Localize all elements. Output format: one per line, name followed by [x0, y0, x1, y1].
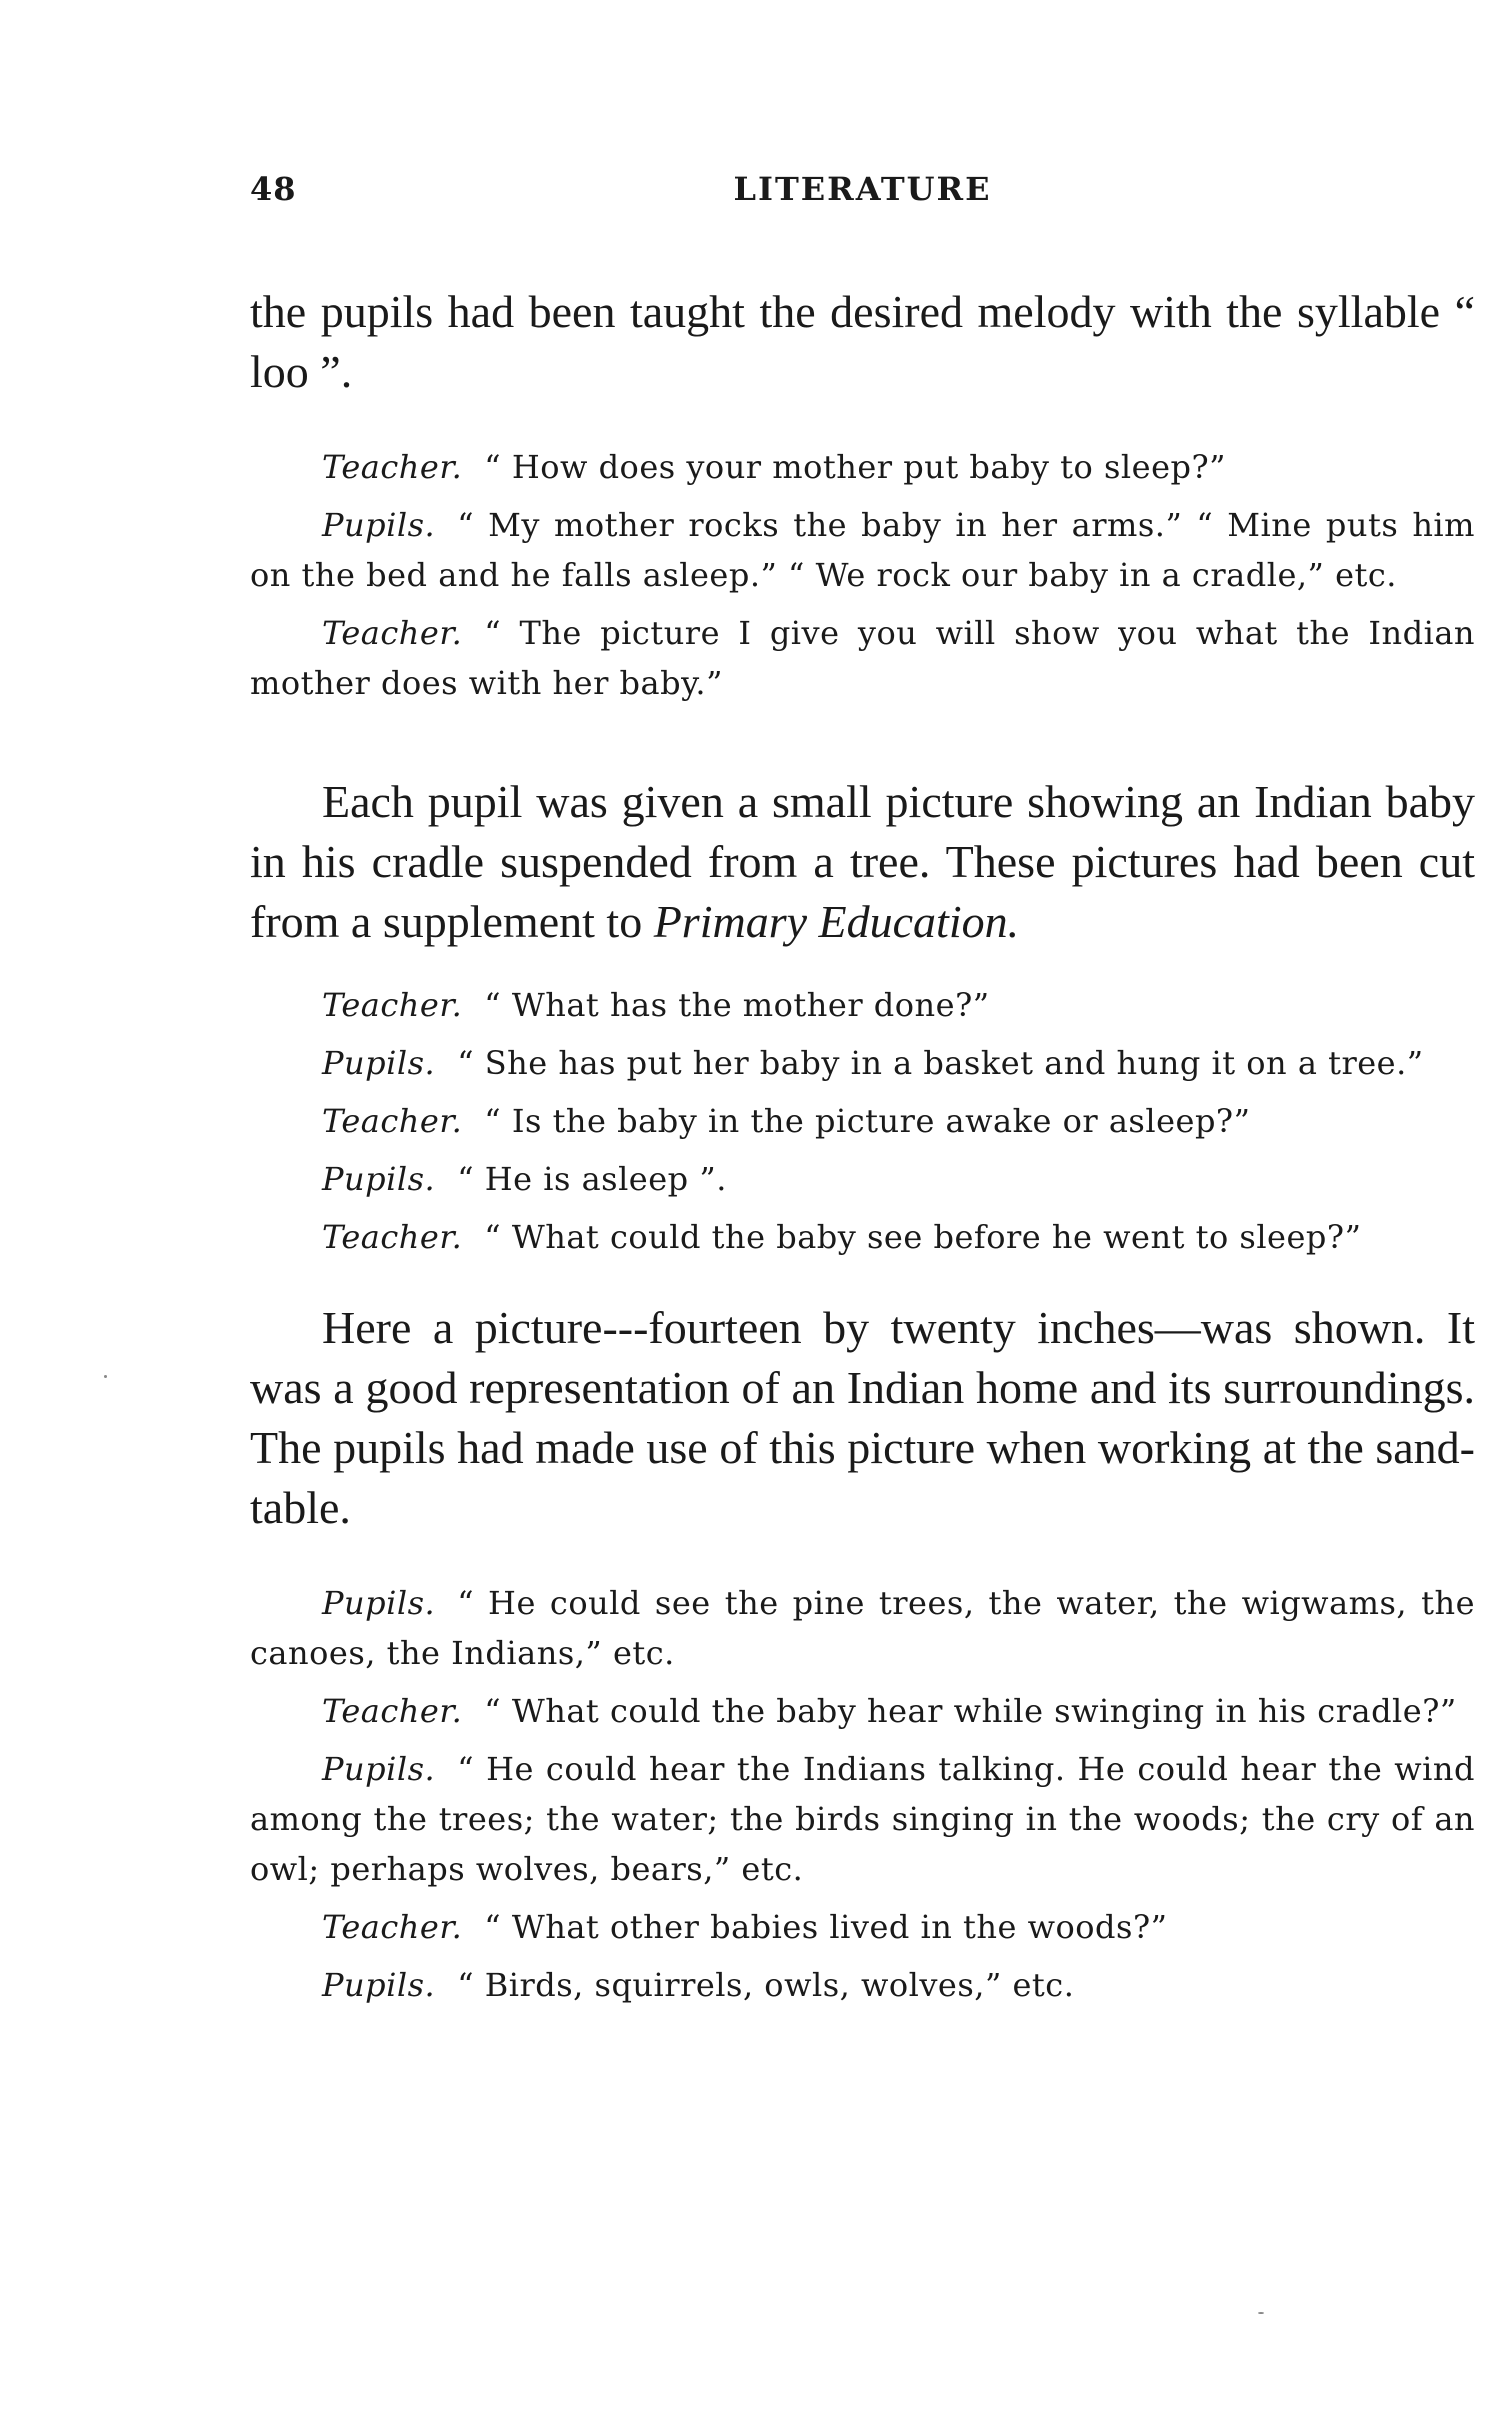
dialogue-line	[250, 1686, 1475, 1736]
publication-title: Primary Education.	[653, 896, 1020, 947]
speck-mark	[104, 1375, 107, 1378]
intro-paragraph: the pupils had been taught the desired melody with the syllable “ loo ”.	[250, 286, 1475, 397]
dialogue-text: “ What has the mother done?”	[484, 986, 990, 1024]
dialogue-line	[250, 1154, 1475, 1204]
speaker-label: Teacher.	[322, 1692, 463, 1730]
dialogue-line	[250, 1038, 1475, 1088]
dialogue-line	[250, 1902, 1475, 1952]
dialogue-text: “ What other babies lived in the woods?”	[484, 1908, 1168, 1946]
speaker-label: Teacher.	[322, 1218, 463, 1256]
dialogue-text: “ The picture I give you will show you what the Indian mother does with her baby.”	[250, 614, 1475, 702]
dialogue-text: “ What could the baby hear while swinging in his cradle?”	[484, 1692, 1457, 1730]
speaker-label: Teacher.	[322, 986, 463, 1024]
dialogue-line	[250, 1744, 1475, 1894]
speaker-label: Pupils.	[322, 1044, 436, 1082]
dialogue-text: “ He is asleep ”.	[457, 1160, 727, 1198]
dialogue-text: “ Is the baby in the picture awake or asleep?”	[484, 1102, 1251, 1140]
speaker-label: Teacher.	[322, 1908, 463, 1946]
dialogue-text: “ He could see the pine trees, the water, the wigwams, the canoes, the Indians,” etc.	[250, 1584, 1475, 1672]
running-title: LITERATURE	[733, 170, 992, 208]
dialogue-text: “ What could the baby see before he went to sleep?”	[484, 1218, 1362, 1256]
dialogue-line	[250, 500, 1475, 600]
dialogue-text: “ My mother rocks the baby in her arms.” “ Mine puts him on the bed and he falls asleep.” “ We rock our baby in a cradle,” etc.	[250, 506, 1475, 594]
speaker-label: Pupils.	[322, 1584, 436, 1622]
dialogue-text: “ She has put her baby in a basket and hung it on a tree.”	[457, 1044, 1424, 1082]
dialogue-line	[250, 442, 1475, 492]
dialogue-line	[250, 1960, 1475, 2010]
speaker-label: Pupils.	[322, 1966, 436, 2004]
page-number: 48	[250, 170, 297, 208]
speaker-label: Teacher.	[322, 614, 463, 652]
dialogue-line	[250, 1578, 1475, 1678]
speaker-label: Teacher.	[322, 1102, 463, 1140]
speaker-label: Pupils.	[322, 1750, 436, 1788]
dialogue-line	[250, 1212, 1475, 1262]
speaker-label: Pupils.	[322, 506, 436, 544]
narrative-paragraph: Here a picture---fourteen by twenty inches—was shown. It was a good representation of an Indian home and its surroundings. The pupils had made use of this picture when working at the sand-table.	[250, 1302, 1475, 1533]
dialogue-line	[250, 608, 1475, 708]
dialogue-text: “ Birds, squirrels, owls, wolves,” etc.	[457, 1966, 1075, 2004]
dialogue-text: “ How does your mother put baby to sleep?”	[484, 448, 1226, 486]
speck-mark	[1258, 2312, 1264, 2314]
running-header	[250, 170, 1475, 222]
narrative-paragraph	[250, 772, 1475, 952]
dialogue-text: “ He could hear the Indians talking. He could hear the wind among the trees; the water; the birds singing in the woods; the cry of an owl; perhaps wolves, bears,” etc.	[250, 1750, 1475, 1888]
dialogue-line	[250, 980, 1475, 1030]
speaker-label: Teacher.	[322, 448, 463, 486]
paragraph-text: Each pupil was given a small picture showing an Indian baby in his cradle suspended from a tree. These pictures had been cut from a supplement to	[250, 776, 1475, 947]
dialogue-line	[250, 1096, 1475, 1146]
speaker-label: Pupils.	[322, 1160, 436, 1198]
book-page	[250, 170, 1475, 2018]
